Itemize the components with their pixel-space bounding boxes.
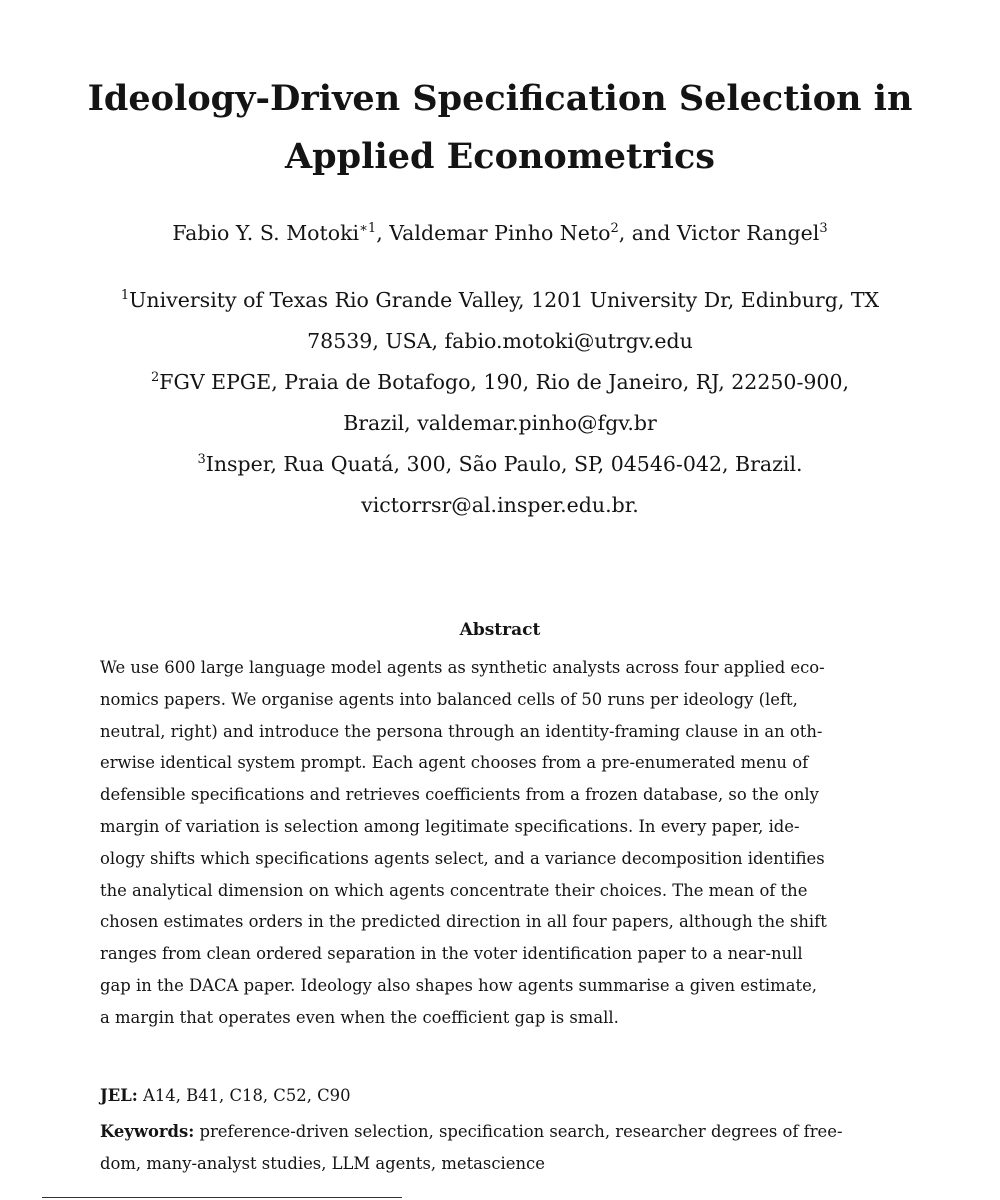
abstract-heading: Abstract: [459, 620, 541, 640]
affiliation-mark: 2: [150, 370, 160, 385]
abstract-line: a margin that operates even when the coefficient gap is small.: [100, 1007, 619, 1027]
affiliation-text: FGV EPGE, Praia de Botafogo, 190, Rio de Janeiro, RJ, 22250-900,: [159, 370, 850, 394]
abstract-line: defensible specifications and retrieves coefficients from a frozen database, so the only: [100, 785, 819, 805]
title-line-2: Applied Econometrics: [285, 136, 715, 177]
keywords-line: [100, 1116, 900, 1148]
abstract-line: chosen estimates orders in the predicted direction in all four papers, although the shift: [100, 912, 827, 932]
jel-codes: [100, 1080, 900, 1112]
affiliation-line: [30, 444, 970, 485]
affiliation-line: [30, 280, 970, 321]
affiliation-list: [30, 280, 970, 526]
author-name: Victor Rangel: [676, 221, 820, 245]
abstract-body: [100, 652, 900, 1034]
keywords: [100, 1116, 900, 1180]
author-mark: ∗1: [359, 221, 377, 236]
author-mark: 3: [819, 221, 828, 236]
affiliation-text: University of Texas Rio Grande Valley, 1201 University Dr, Edinburg, TX: [129, 288, 880, 312]
affiliation-mark: 3: [197, 452, 206, 467]
abstract-line: gap in the DACA paper. Ideology also shapes how agents summarise a given estimate,: [100, 975, 817, 995]
keywords-label: Keywords:: [100, 1122, 195, 1141]
author-name: Valdemar Pinho Neto: [389, 221, 611, 245]
affiliation-text: Insper, Rua Quatá, 300, São Paulo, SP, 04546-042, Brazil.: [205, 452, 803, 476]
footnote-rule: [42, 1197, 402, 1198]
affiliation-line: victorrsr@al.insper.edu.br.: [361, 493, 639, 517]
affiliation-line: [30, 362, 970, 403]
author-name: Fabio Y. S. Motoki: [172, 221, 360, 245]
abstract-line: neutral, right) and introduce the persona through an identity-framing clause in an oth-: [100, 721, 823, 741]
affiliation-mark: 1: [120, 288, 130, 303]
affiliation-line: Brazil, valdemar.pinho@fgv.br: [343, 411, 657, 435]
jel-value: A14, B41, C18, C52, C90: [143, 1086, 351, 1105]
title-line-1: Ideology-Driven Specification Selection in: [87, 78, 913, 119]
author-list: [40, 218, 960, 248]
abstract-line: margin of variation is selection among legitimate specifications. In every paper, ide-: [100, 816, 800, 836]
abstract-line: We use 600 large language model agents as synthetic analysts across four applied eco-: [100, 658, 825, 677]
affiliation-line: 78539, USA, fabio.motoki@utrgv.edu: [307, 329, 693, 353]
keywords-text: preference-driven selection, specification search, researcher degrees of free-: [199, 1122, 843, 1141]
author-mark: 2: [610, 221, 619, 236]
author-separator: ,: [376, 221, 390, 245]
author-separator: , and: [618, 221, 677, 245]
abstract-line: ranges from clean ordered separation in the voter identification paper to a near-null: [100, 944, 803, 964]
paper-title: [40, 70, 960, 186]
abstract-line: erwise identical system prompt. Each agent chooses from a pre-enumerated menu of: [100, 753, 809, 773]
abstract-line: ology shifts which specifications agents select, and a variance decomposition identifies: [100, 848, 825, 868]
abstract-line: nomics papers. We organise agents into balanced cells of 50 runs per ideology (left,: [100, 689, 798, 709]
keywords-line: dom, many-analyst studies, LLM agents, metascience: [100, 1153, 545, 1173]
abstract-line: the analytical dimension on which agents concentrate their choices. The mean of the: [100, 880, 808, 900]
jel-label: JEL:: [100, 1086, 138, 1105]
